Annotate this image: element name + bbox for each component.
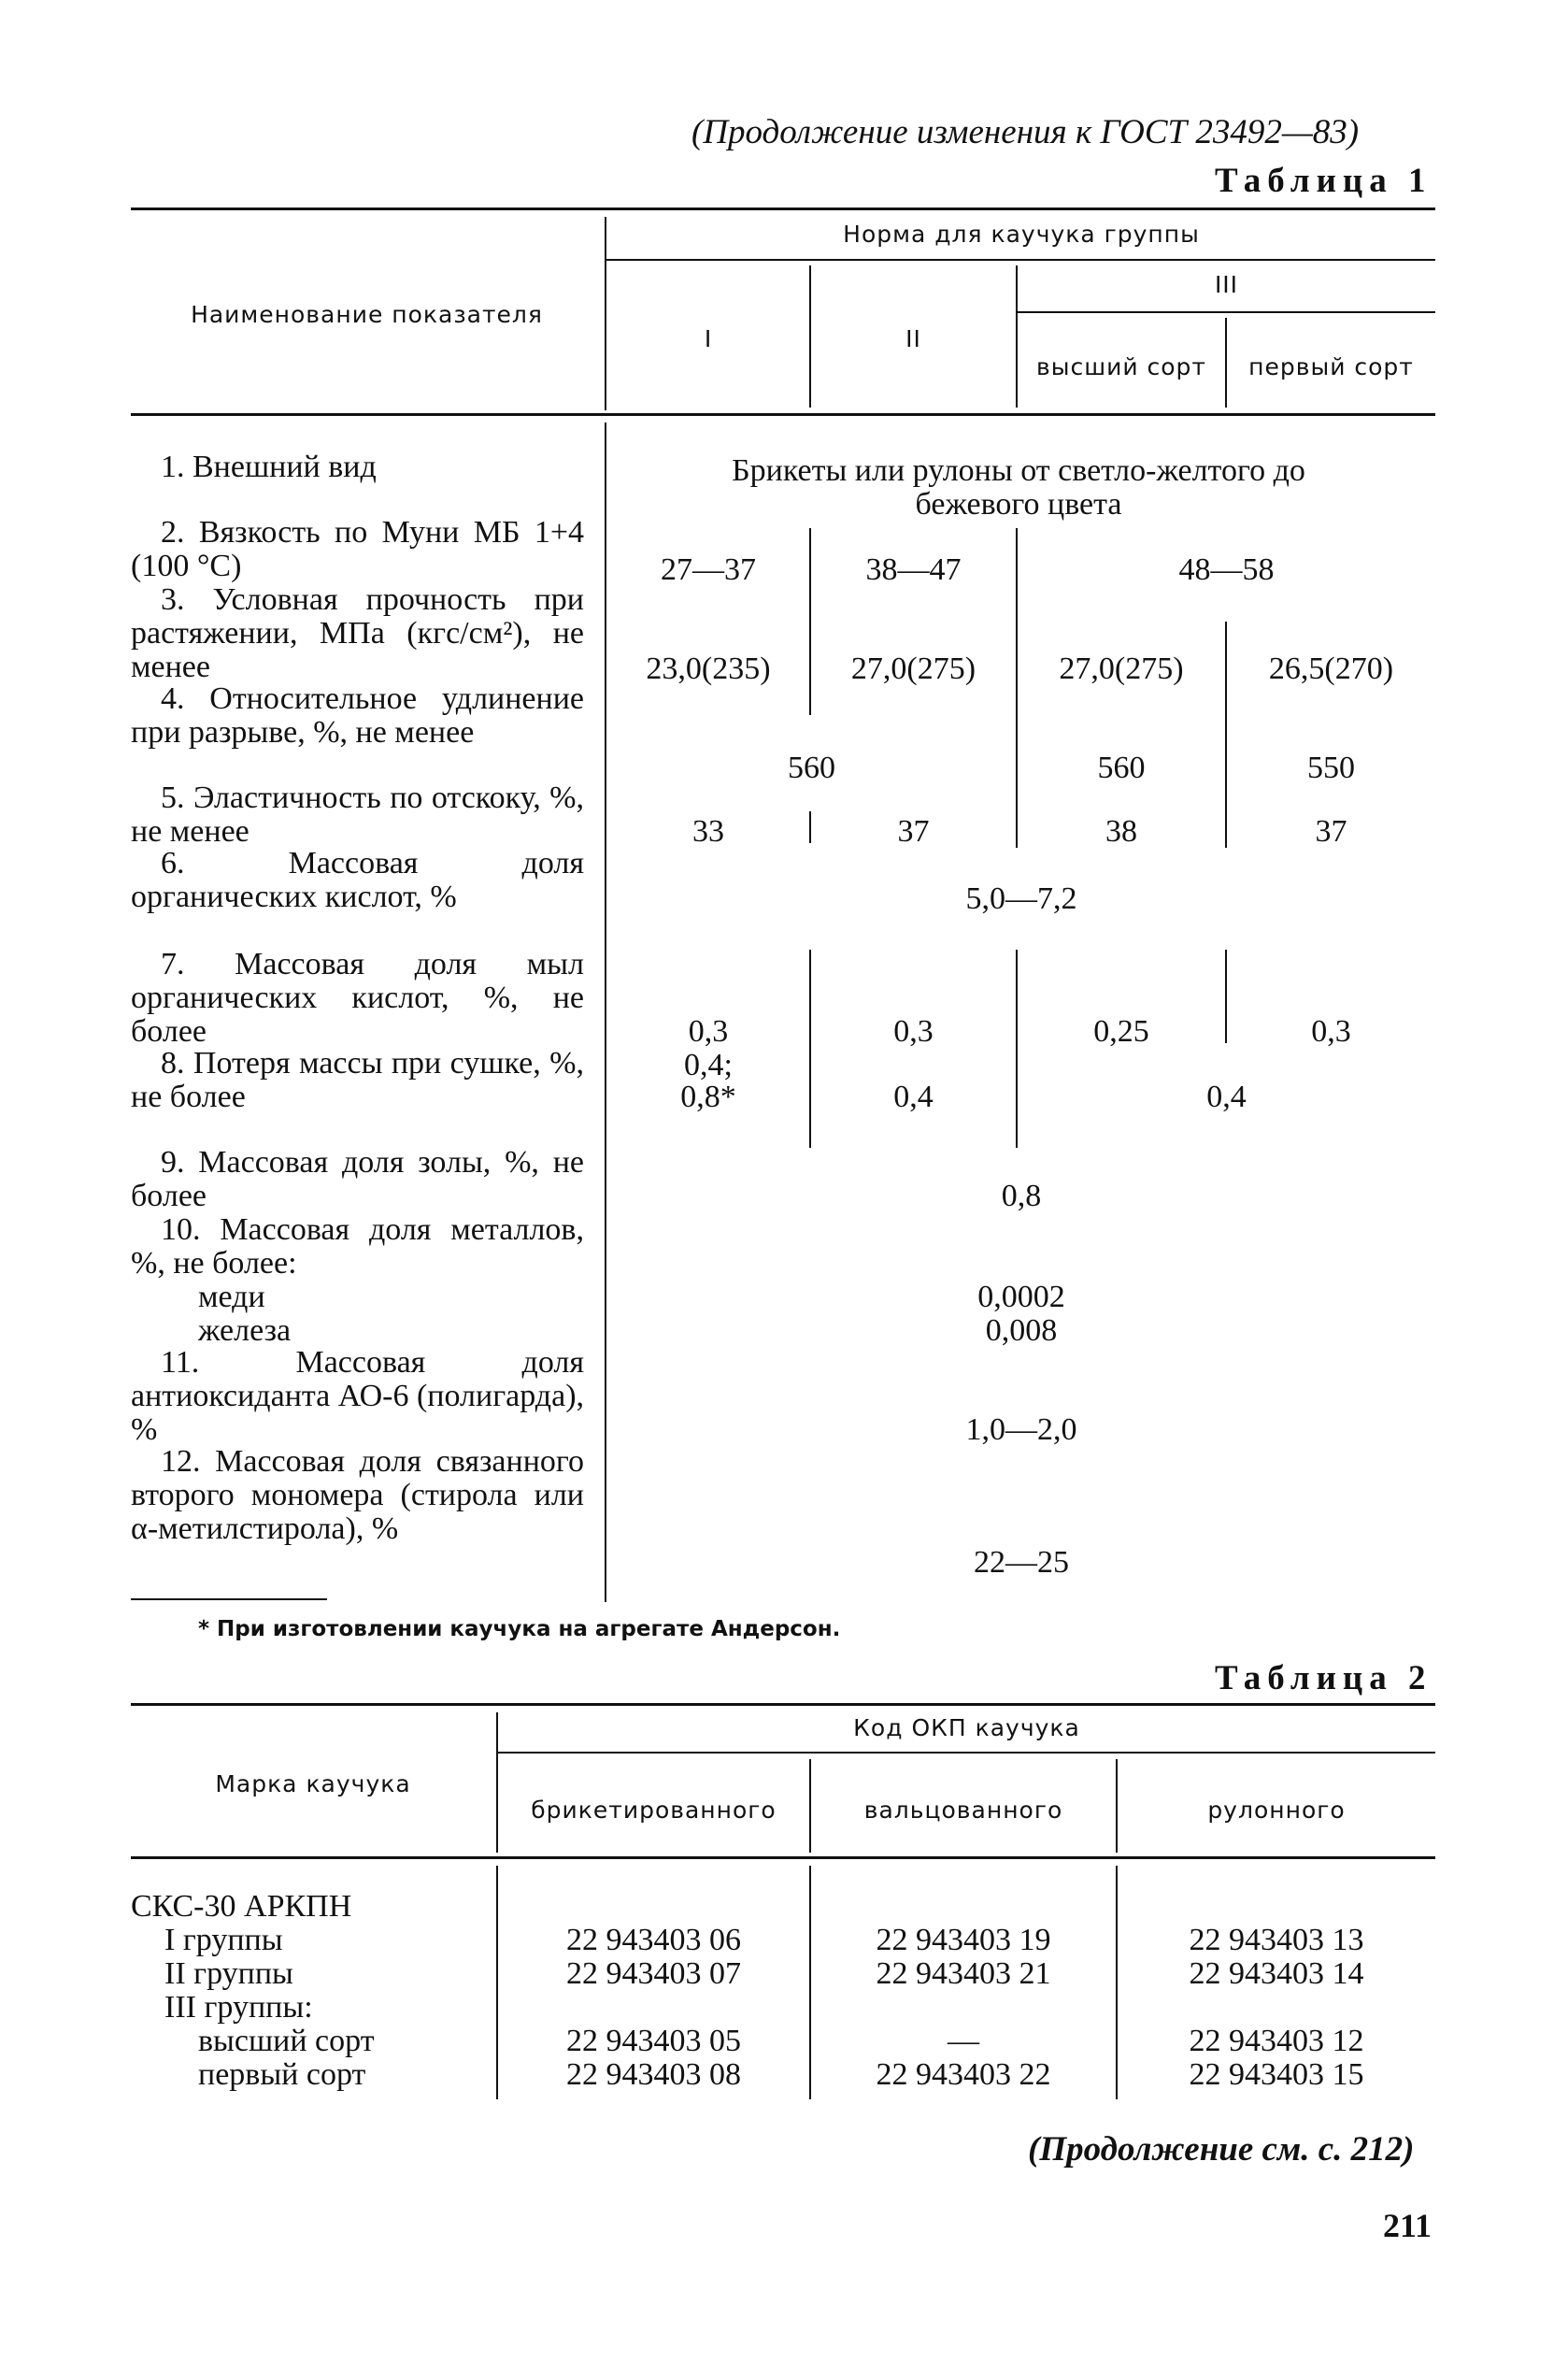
t2-r4-c1: 22 943403 05 bbox=[566, 2024, 741, 2058]
row8-g1a: 0,4; bbox=[684, 1048, 733, 1082]
t2-r1-c3: 22 943403 13 bbox=[1189, 1923, 1364, 1957]
t2-row-label-2: II группы bbox=[164, 1956, 293, 1991]
row11-value: 1,0—2,0 bbox=[965, 1412, 1077, 1447]
row9-value: 0,8 bbox=[1001, 1179, 1042, 1213]
header-sort-first: первый сорт bbox=[1248, 353, 1414, 380]
row10-copper: 0,0002 bbox=[977, 1280, 1065, 1314]
row8-g1b: 0,8* bbox=[680, 1080, 736, 1114]
header-indicator: Наименование показателя bbox=[191, 301, 543, 328]
row5-g2: 37 bbox=[897, 814, 930, 849]
t2-header-brand: Марка каучука bbox=[215, 1770, 411, 1797]
row-sub-iron: железа bbox=[198, 1313, 292, 1348]
row-name-7: 7. Массовая доля мыл органических кислот, %, не более bbox=[131, 947, 584, 1049]
row2-g1: 27—37 bbox=[661, 552, 756, 587]
t2-row-label-5: первый сорт bbox=[198, 2057, 366, 2092]
header-group-3: III bbox=[1214, 271, 1239, 298]
row2-g3: 48—58 bbox=[1178, 552, 1275, 587]
row7-first: 0,3 bbox=[1311, 1014, 1351, 1049]
row1-value: Брикеты или рулоны от светло-желтого до бежевого цвета bbox=[732, 453, 1305, 522]
row4-top: 560 bbox=[1097, 751, 1146, 785]
t2-header-code: Код ОКП каучука bbox=[853, 1714, 1080, 1741]
t2-r4-c3: 22 943403 12 bbox=[1189, 2024, 1364, 2058]
row-name-2: 2. Вязкость по Муни МБ 1+4 (100 °С) bbox=[131, 515, 584, 583]
running-header: (Продолжение изменения к ГОСТ 23492—83) bbox=[691, 113, 1360, 151]
header-sort-top: высший сорт bbox=[1035, 353, 1206, 380]
row7-g1: 0,3 bbox=[688, 1014, 729, 1049]
t2-r5-c3: 22 943403 15 bbox=[1189, 2057, 1364, 2092]
row5-first: 37 bbox=[1315, 814, 1347, 849]
row10-iron: 0,008 bbox=[985, 1313, 1058, 1348]
row8-g3: 0,4 bbox=[1206, 1080, 1247, 1114]
row3-first: 26,5(270) bbox=[1268, 651, 1394, 686]
row-sub-copper: меди bbox=[198, 1280, 265, 1314]
t2-row-label-1: I группы bbox=[164, 1923, 283, 1957]
t2-r1-c1: 22 943403 06 bbox=[566, 1923, 741, 1957]
t2-r5-c1: 22 943403 08 bbox=[566, 2057, 741, 2092]
page-number: 211 bbox=[1383, 2207, 1433, 2244]
t2-r1-c2: 22 943403 19 bbox=[876, 1923, 1051, 1957]
row4-g12: 560 bbox=[788, 751, 835, 785]
t2-r2-c2: 22 943403 21 bbox=[876, 1956, 1051, 1991]
row-name-5: 5. Эластичность по отскоку, %, не менее bbox=[131, 780, 584, 849]
row-name-3: 3. Условная прочность при растяжении, МПа (кгс/см²), не менее bbox=[131, 582, 584, 684]
row-name-9: 9. Массовая доля золы, %, не более bbox=[131, 1145, 584, 1213]
row3-g1: 23,0(235) bbox=[646, 651, 771, 686]
t2-brand: СКС-30 АРКПН bbox=[131, 1889, 352, 1924]
row3-g2: 27,0(275) bbox=[850, 651, 976, 686]
header-group-1: I bbox=[704, 325, 713, 352]
row7-g2: 0,3 bbox=[893, 1014, 934, 1049]
t2-r4-c2: — bbox=[948, 2024, 979, 2058]
row-name-11: 11. Массовая доля антиоксиданта АО-6 (полигарда), % bbox=[131, 1345, 585, 1447]
continued-note: (Продолжение см. с. 212) bbox=[1028, 2130, 1415, 2169]
row2-g2: 38—47 bbox=[865, 552, 962, 587]
row3-top: 27,0(275) bbox=[1059, 651, 1184, 686]
t2-r2-c3: 22 943403 14 bbox=[1189, 1956, 1364, 1991]
row12-value: 22—25 bbox=[974, 1545, 1069, 1580]
table1-title: Таблица 1 bbox=[1215, 162, 1433, 200]
t2-r5-c2: 22 943403 22 bbox=[876, 2057, 1051, 2092]
footnote: * При изготовлении каучука на агрегате Андерсон. bbox=[198, 1617, 841, 1641]
row-name-10: 10. Массовая доля металлов, %, не более: bbox=[131, 1212, 584, 1281]
header-norm: Норма для каучука группы bbox=[843, 221, 1200, 248]
row5-g1: 33 bbox=[692, 814, 724, 849]
row6-value: 5,0—7,2 bbox=[965, 881, 1077, 916]
header-group-2: II bbox=[905, 325, 921, 352]
row7-top: 0,25 bbox=[1093, 1014, 1149, 1049]
row-name-6: 6. Массовая доля органических кислот, % bbox=[131, 846, 584, 914]
row4-first: 550 bbox=[1307, 751, 1355, 785]
row5-top: 38 bbox=[1105, 814, 1137, 849]
table2-title: Таблица 2 bbox=[1215, 1659, 1433, 1697]
t2-header-roll: рулонного bbox=[1207, 1797, 1346, 1824]
row-name-1: 1. Внешний вид bbox=[161, 450, 377, 484]
row-name-8: 8. Потеря массы при сушке, %, не более bbox=[131, 1046, 584, 1114]
t2-row-label-4: высший сорт bbox=[198, 2024, 375, 2058]
t2-header-briquetted: брикетированного bbox=[531, 1797, 777, 1824]
t2-header-rolled: вальцованного bbox=[863, 1797, 1063, 1824]
t2-row-label-3: III группы: bbox=[164, 1990, 313, 2025]
t2-r2-c1: 22 943403 07 bbox=[566, 1956, 741, 1991]
row8-g2: 0,4 bbox=[893, 1080, 934, 1114]
row-name-12: 12. Массовая доля связанного второго мономера (стирола или α-метилстирола), % bbox=[131, 1444, 584, 1546]
row-name-4: 4. Относительное удлинение при разрыве, %, не менее bbox=[131, 681, 584, 750]
